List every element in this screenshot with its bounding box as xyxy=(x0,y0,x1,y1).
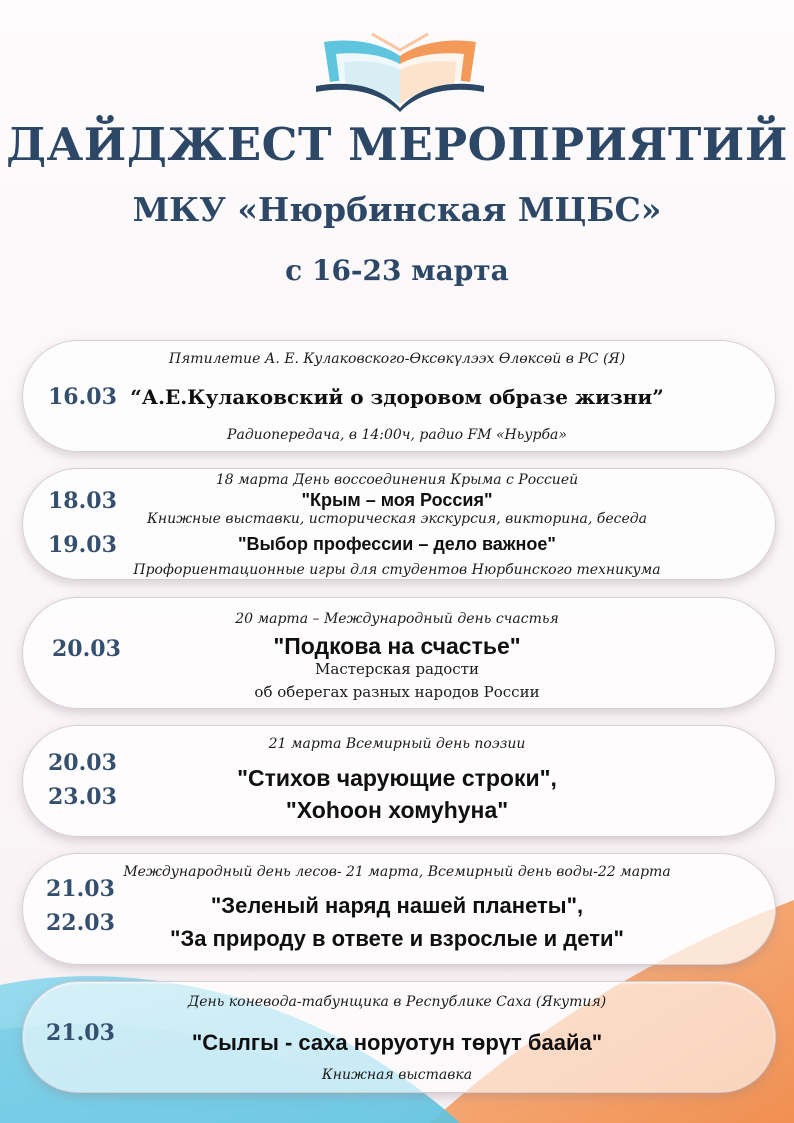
event-occasion: 20 марта – Международный день счастья xyxy=(235,611,559,627)
event-title: "Крым – моя Россия" xyxy=(301,490,493,510)
organization-subtitle: МКУ «Нюрбинская МЦБС» xyxy=(132,190,662,229)
event-date: 23.03 xyxy=(48,784,117,810)
event-title: "Выбор профессии – дело важное" xyxy=(238,534,556,554)
event-description: об оберегах разных народов России xyxy=(254,683,540,701)
event-title: “А.Е.Кулаковский о здоровом образе жизни” xyxy=(130,385,664,409)
event-title: "Зеленый наряд нашей планеты", xyxy=(210,893,584,918)
event-date: 20.03 xyxy=(48,750,117,776)
event-title: "Подкова на счастье" xyxy=(273,633,521,659)
date-range: с 16-23 марта xyxy=(285,254,509,287)
event-description: Профориентационные игры для студентов Нюрбинского техникума xyxy=(133,562,661,578)
event-title: "За природу в ответе и взрослые и дети" xyxy=(170,926,624,951)
event-title: "Хоһоон хомуһуна" xyxy=(285,797,509,823)
event-date: 21.03 xyxy=(46,876,115,902)
event-description: Книжная выставка xyxy=(321,1067,473,1083)
event-date: 22.03 xyxy=(46,910,115,936)
event-occasion: 18 марта День воссоединения Крыма с Россией xyxy=(215,472,579,488)
event-title: "Сылгы - саха норуотун төрүт баайа" xyxy=(191,1030,603,1055)
event-date: 19.03 xyxy=(48,532,117,558)
event-title: "Стихов чарующие строки", xyxy=(237,765,557,791)
event-description: Книжные выставки, историческая экскурсия, викторина, беседа xyxy=(147,511,647,527)
page-title: ДАЙДЖЕСТ МЕРОПРИЯТИЙ xyxy=(6,118,788,171)
event-occasion: Международный день лесов- 21 марта, Всемирный день воды-22 марта xyxy=(123,864,671,880)
event-date: 16.03 xyxy=(48,384,117,410)
event-description: Мастерская радости xyxy=(315,660,479,678)
event-description: Радиопередача, в 14:00ч, радио FM «Ньурба» xyxy=(227,427,567,443)
event-date: 21.03 xyxy=(46,1020,115,1046)
event-occasion: Пятилетие А. Е. Кулаковского-Өксөкүлээх Өлөксөй в РС (Я) xyxy=(168,351,626,367)
open-book-logo-icon xyxy=(310,20,490,112)
event-occasion: День коневода-табунщика в Республике Саха (Якутия) xyxy=(187,994,607,1010)
event-date: 18.03 xyxy=(48,488,117,514)
event-occasion: 21 марта Всемирный день поэзии xyxy=(268,736,526,752)
event-date: 20.03 xyxy=(52,636,121,662)
